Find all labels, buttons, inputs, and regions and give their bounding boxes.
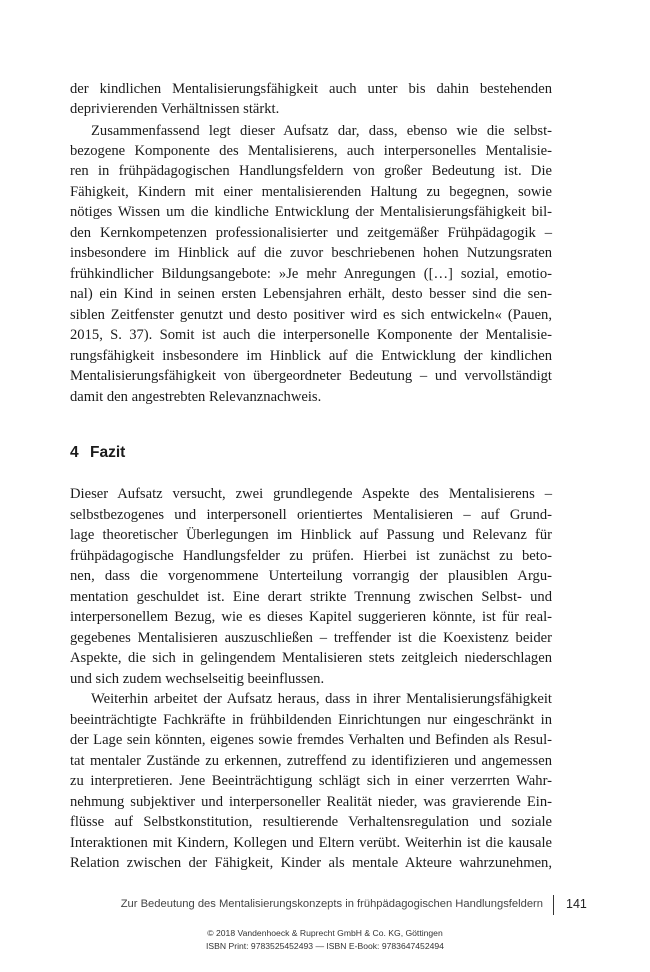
text-line: Dieser Aufsatz versucht, zwei grundlegende Aspekte des Mentalisierens – xyxy=(70,486,552,502)
text-line: Zusammenfassend legt dieser Aufsatz dar, dass, ebenso wie die selbst- xyxy=(91,123,552,139)
text-line: gegebenes Mentalisieren auszuschließen – treffender ist die Koexistenz beider xyxy=(70,630,552,646)
running-footer xyxy=(0,895,650,917)
text-line: siblen Zeitfenster genutzt und desto positiver wird es sich entwickeln« (Pauen, xyxy=(70,307,552,323)
text-line: Mentalisierungsfähigkeit von übergeordneter Bedeutung – und vervollständigt xyxy=(70,368,552,384)
text-line: flüsse auf Selbstkonstitution, resultierende Verhaltensregulation und soziale xyxy=(70,814,552,830)
footer-divider xyxy=(553,895,554,915)
text-line: insbesondere im Hinblick auf die zuvor beschriebenen hohen Nutzungsraten xyxy=(70,245,552,261)
text-line: den Kernkompetenzen professionalisierter und zeitgemäßer Frühpädagogik – xyxy=(70,225,552,241)
text-line: 2015, S. 37). Somit ist auch die interpersonelle Komponente der Mentalisie- xyxy=(70,327,552,343)
text-line: nehmung subjektiver und interpersoneller Realität nieder, was gravierende Ein- xyxy=(70,794,552,810)
text-line: nen, dass die vorgenommene Unterteilung vorrangig der plausiblen Argu- xyxy=(70,568,552,584)
page-number: 141 xyxy=(566,897,587,911)
section-title: Fazit xyxy=(90,444,126,461)
text-line: frühkindlicher Bildungsangebote: »Je mehr Anregungen ([…] sozial, emotio- xyxy=(70,266,552,282)
text-line: der kindlichen Mentalisierungsfähigkeit auch unter bis dahin bestehenden xyxy=(70,81,552,97)
text-line: interpersonellem Bezug, wie es dieses Kapitel suggerieren könnte, ist für real- xyxy=(70,609,552,625)
text-line: bezogene Komponente des Mentalisierens, auch interpersonelles Mentalisie- xyxy=(70,143,552,159)
text-line: tat mentaler Zustände zu erkennen, zutreffend zu identifizieren und angemessen xyxy=(70,753,552,769)
text-line: nal) ein Kind in seinen ersten Lebensjahren erhält, desto besser sind die sen- xyxy=(70,286,552,302)
text-line: beeinträchtigte Fachkräfte in frühbildenden Einrichtungen nur eingeschränkt in xyxy=(70,712,552,728)
section-heading xyxy=(70,443,125,463)
text-line: Interaktionen mit Kindern, Kollegen und Eltern verübt. Weiterhin ist die kausale xyxy=(70,835,552,851)
section-number: 4 xyxy=(70,444,79,461)
text-line: nötiges Wissen um die kindliche Entwicklung der Mentalisierungsfähigkeit bil- xyxy=(70,204,552,220)
text-line: Relation zwischen der Fähigkeit, Kinder als mentale Akteure wahrzunehmen, xyxy=(70,855,552,871)
text-line: rungsfähigkeit insbesondere im Hinblick auf die Entwicklung der kindlichen xyxy=(70,348,552,364)
running-title: Zur Bedeutung des Mentalisierungskonzepts in frühpädagogischen Handlungsfeldern xyxy=(120,898,543,910)
text-line: zu interpretieren. Jene Beeinträchtigung schlägt sich in einer verzerrten Wahr- xyxy=(70,773,552,789)
text-line: und sich zudem wechselseitig beeinflussen. xyxy=(70,671,325,687)
text-line: damit den angestrebten Relevanznachweis. xyxy=(70,389,322,405)
text-line: ren in frühpädagogischen Handlungsfeldern von großer Bedeutung ist. Die xyxy=(70,163,552,179)
text-line: Weiterhin arbeitet der Aufsatz heraus, dass in ihrer Mentalisierungsfähigkeit xyxy=(91,691,552,707)
text-line: lage theoretischer Überlegungen im Hinblick auf Passung und Relevanz für xyxy=(70,527,552,543)
text-line: Fähigkeit, Kindern mit einer mentalisierenden Haltung zu begegnen, sowie xyxy=(70,184,552,200)
text-line: selbstbezogenes und interpersonell orientiertes Mentalisieren – auf Grund- xyxy=(70,507,552,523)
text-line: der Lage sein könnten, eigenes sowie fremdes Verhalten und Befinden als Resul- xyxy=(70,732,552,748)
text-line: frühpädagogische Handlungsfelder zu prüfen. Hierbei ist zunächst zu beto- xyxy=(70,548,552,564)
isbn-line: ISBN Print: 9783525452493 — ISBN E-Book: 9783647452494 xyxy=(206,941,444,951)
text-line: Aspekte, die sich in gelingendem Mentalisieren stets zeitgleich niederschlagen xyxy=(70,650,552,666)
text-line: mentation geschuldet ist. Eine derart strikte Trennung zwischen Selbst- und xyxy=(70,589,552,605)
copyright-line: © 2018 Vandenhoeck & Ruprecht GmbH & Co. KG, Göttingen xyxy=(207,928,443,938)
text-line: deprivierenden Verhältnissen stärkt. xyxy=(70,101,280,117)
